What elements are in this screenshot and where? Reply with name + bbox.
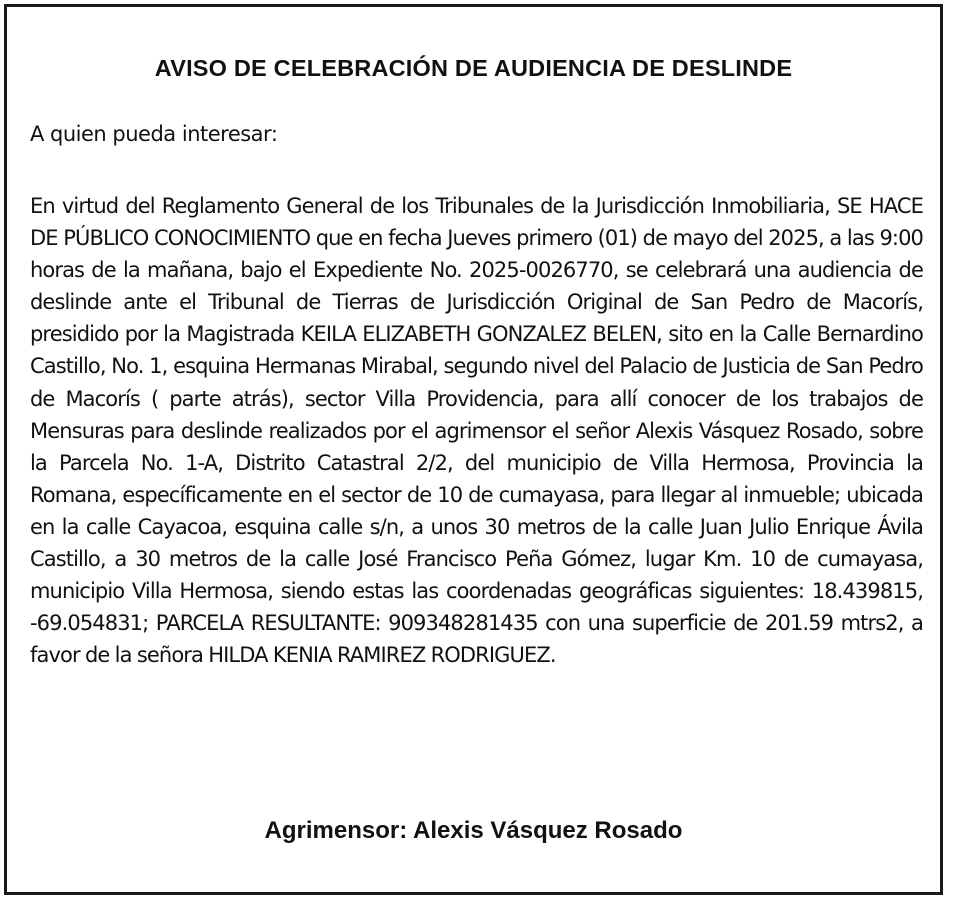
notice-title: AVISO DE CELEBRACIÓN DE AUDIENCIA DE DESLINDE xyxy=(154,55,793,81)
notice-signature: Agrimensor: Alexis Vásquez Rosado xyxy=(264,817,683,844)
notice-frame xyxy=(4,4,943,895)
notice-body: En virtud del Reglamento General de los Tribunales de la Jurisdicción Inmobiliaria, SE HACE DE PÚBLICO CONOCIMIENTO que en fecha Jueves primero (01) de mayo del 2025, a las 9:00 horas de la mañana, bajo el Expediente No. 2025-0026770, se celebrará una audiencia de deslinde ante el Tribunal de Tierras de Jurisdicción Original de San Pedro de Macorís, presidido por la Magistrada KEILA ELIZABETH GONZALEZ BELEN, sito en la Calle Bernardino Castillo, No. 1, esquina Hermanas Mirabal, segundo nivel del Palacio de Justicia de San Pedro de Macorís ( parte atrás), sector Villa Providencia, para allí conocer de los trabajos de Mensuras para deslinde realizados por el agrimensor el señor Alexis Vásquez Rosado, sobre la Parcela No. 1-A, Distrito Catastral 2/2, del municipio de Villa Hermosa, Provincia la Romana, específicamente en el sector de 10 de cumayasa, para llegar al inmueble; ubicada en la calle Cayacoa, esquina calle s/n, a unos 30 metros de la calle Juan Julio Enrique Ávila Castillo, a 30 metros de la calle José Francisco Peña Gómez, lugar Km. 10 de cumayasa, municipio Villa Hermosa, siendo estas las coordenadas geográficas siguientes: 18.439815, -69.054831; PARCELA RESULTANTE: 909348281435 con una superficie de 201.59 mtrs2, a favor de la señora HILDA KENIA RAMIREZ RODRIGUEZ. xyxy=(30,194,923,668)
notice-greeting: A quien pueda interesar: xyxy=(30,122,278,146)
